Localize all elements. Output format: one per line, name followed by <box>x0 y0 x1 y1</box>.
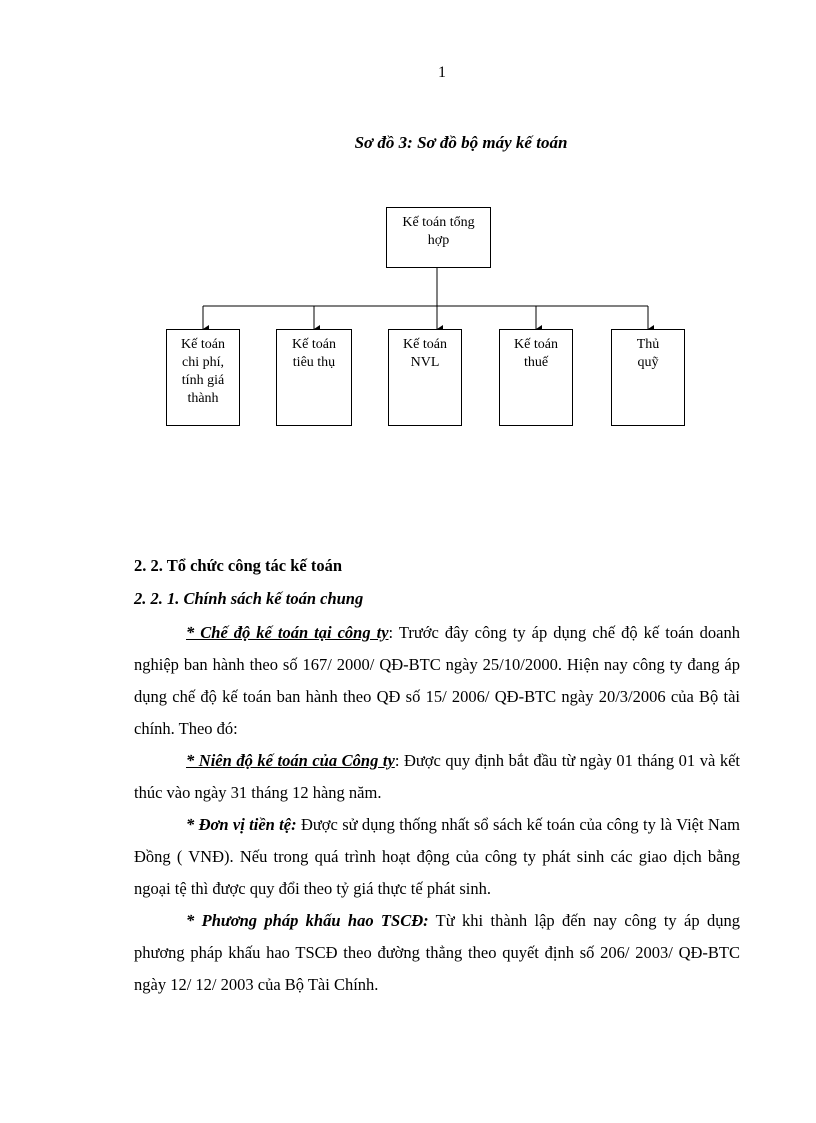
paragraph-text: : Được quy định bắt đầu từ ngày 01 tháng 01 và kết thúc vào ngày 31 tháng 12 hàng năm. <box>134 751 741 802</box>
org-box-label: Kế toán thuế <box>514 337 558 370</box>
diagram-title: Sơ đồ 3: Sơ đồ bộ máy kế toán <box>354 133 568 152</box>
paragraph-depreciation-method <box>134 905 740 1001</box>
org-box-label: Kế toán chi phí, tính giá thành <box>181 337 225 406</box>
org-box-child-5 <box>611 329 685 426</box>
org-box-root-label: Kế toán tổng hợp <box>402 215 475 248</box>
paragraph-label: * Chế độ kế toán tại công ty <box>186 623 389 642</box>
org-box-root <box>386 207 491 268</box>
org-box-child-4 <box>499 329 573 426</box>
section-heading: 2. 2. Tổ chức công tác kế toán <box>134 556 343 575</box>
paragraph-label: * Phương pháp khấu hao TSCĐ: <box>186 911 429 930</box>
paragraph-fiscal-year <box>134 745 740 809</box>
org-box-child-2 <box>276 329 352 426</box>
org-box-child-3 <box>388 329 462 426</box>
org-box-child-1 <box>166 329 240 426</box>
paragraph-currency-unit <box>134 809 740 905</box>
paragraph-label: * Niên độ kế toán của Công ty <box>186 751 395 770</box>
paragraph-text: Từ khi thành lập đến nay công ty áp dụng phương pháp khấu hao TSCĐ theo đường thẳng theo quyết định số 206/ 2003/ QĐ-BTC ngày 12/ 12/ 2003 của Bộ Tài Chính. <box>134 911 740 994</box>
paragraph-text: : Trước đây công ty áp dụng chế độ kế toán doanh nghiệp ban hành theo số 167/ 2000/ QĐ-BTC ngày 25/10/2000. Hiện nay công ty đang áp dụng chế độ kế toán ban hành theo QĐ số 15/ 2006/ QĐ-BTC ngày 20/3/2006 của Bộ tài chính. Theo đó: <box>134 623 740 738</box>
org-box-label: Kế toán NVL <box>403 337 447 370</box>
paragraph-accounting-regime <box>134 617 740 745</box>
org-box-label: Kế toán tiêu thụ <box>292 337 336 370</box>
paragraph-text: Được sử dụng thống nhất sổ sách kế toán của công ty là Việt Nam Đồng ( VNĐ). Nếu trong quá trình hoạt động của công ty phát sinh các giao dịch bằng ngoại tệ thì được quy đổi theo tỷ giá thực tế phát sinh. <box>134 815 740 898</box>
org-box-label: Thủ quỹ <box>636 337 660 370</box>
section-subheading: 2. 2. 1. Chính sách kế toán chung <box>134 589 364 608</box>
page-number: 1 <box>438 64 446 81</box>
paragraph-label: * Đơn vị tiền tệ: <box>186 815 297 834</box>
